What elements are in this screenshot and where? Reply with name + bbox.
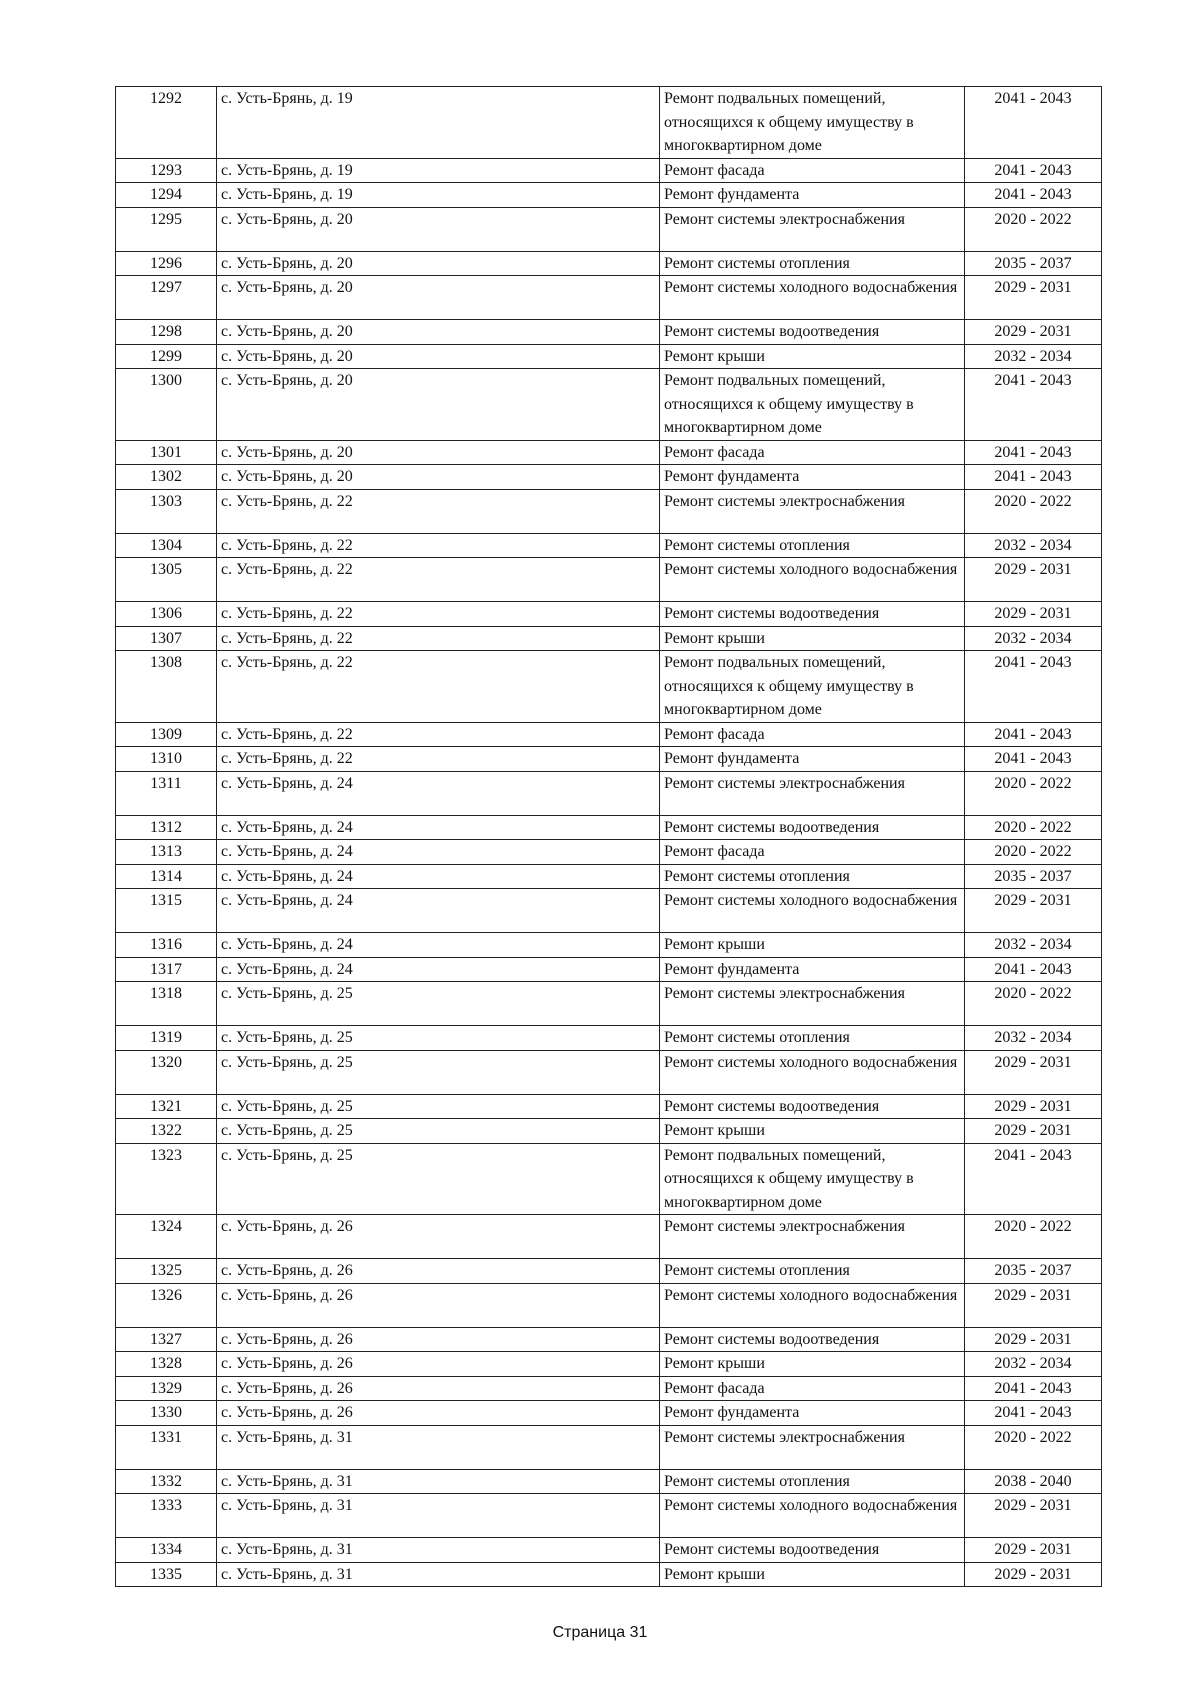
- period-cell: 2029 - 2031: [965, 1327, 1102, 1352]
- address-cell: с. Усть-Брянь, д. 19: [217, 87, 660, 159]
- period-cell: 2029 - 2031: [965, 1494, 1102, 1538]
- address-cell: с. Усть-Брянь, д. 20: [217, 276, 660, 320]
- work-type-cell: Ремонт системы водоотведения: [660, 1538, 965, 1563]
- address-cell: с. Усть-Брянь, д. 24: [217, 771, 660, 815]
- row-number-cell: 1298: [116, 320, 217, 345]
- period-cell: 2038 - 2040: [965, 1469, 1102, 1494]
- row-number-cell: 1315: [116, 889, 217, 933]
- table-row: [116, 747, 1102, 772]
- table-row: [116, 602, 1102, 627]
- table-row: [116, 864, 1102, 889]
- address-cell: с. Усть-Брянь, д. 20: [217, 465, 660, 490]
- work-type-cell: Ремонт фасада: [660, 1376, 965, 1401]
- table-row: [116, 626, 1102, 651]
- address-cell: с. Усть-Брянь, д. 22: [217, 533, 660, 558]
- address-cell: с. Усть-Брянь, д. 20: [217, 320, 660, 345]
- period-cell: 2020 - 2022: [965, 1425, 1102, 1469]
- table-row: [116, 183, 1102, 208]
- period-cell: 2041 - 2043: [965, 158, 1102, 183]
- table-row: [116, 158, 1102, 183]
- row-number-cell: 1308: [116, 651, 217, 723]
- address-cell: с. Усть-Брянь, д. 26: [217, 1352, 660, 1377]
- address-cell: с. Усть-Брянь, д. 22: [217, 722, 660, 747]
- address-cell: с. Усть-Брянь, д. 24: [217, 933, 660, 958]
- address-cell: с. Усть-Брянь, д. 31: [217, 1538, 660, 1563]
- table-row: [116, 207, 1102, 251]
- period-cell: 2041 - 2043: [965, 651, 1102, 723]
- work-type-cell: Ремонт крыши: [660, 933, 965, 958]
- work-type-cell: Ремонт подвальных помещений, относящихся к общему имуществу в многоквартирном доме: [660, 87, 965, 159]
- row-number-cell: 1317: [116, 957, 217, 982]
- work-type-cell: Ремонт подвальных помещений, относящихся к общему имуществу в многоквартирном доме: [660, 651, 965, 723]
- table-row: [116, 1026, 1102, 1051]
- row-number-cell: 1329: [116, 1376, 217, 1401]
- table-row: [116, 1327, 1102, 1352]
- address-cell: с. Усть-Брянь, д. 26: [217, 1327, 660, 1352]
- period-cell: 2032 - 2034: [965, 933, 1102, 958]
- row-number-cell: 1330: [116, 1401, 217, 1426]
- row-number-cell: 1293: [116, 158, 217, 183]
- row-number-cell: 1326: [116, 1283, 217, 1327]
- row-number-cell: 1294: [116, 183, 217, 208]
- table-row: [116, 87, 1102, 159]
- address-cell: с. Усть-Брянь, д. 22: [217, 651, 660, 723]
- address-cell: с. Усть-Брянь, д. 19: [217, 183, 660, 208]
- address-cell: с. Усть-Брянь, д. 25: [217, 1050, 660, 1094]
- row-number-cell: 1297: [116, 276, 217, 320]
- work-type-cell: Ремонт системы холодного водоснабжения: [660, 276, 965, 320]
- period-cell: 2029 - 2031: [965, 320, 1102, 345]
- work-type-cell: Ремонт системы отопления: [660, 1026, 965, 1051]
- period-cell: 2020 - 2022: [965, 207, 1102, 251]
- row-number-cell: 1304: [116, 533, 217, 558]
- row-number-cell: 1300: [116, 369, 217, 441]
- row-number-cell: 1323: [116, 1143, 217, 1215]
- period-cell: 2029 - 2031: [965, 1538, 1102, 1563]
- work-type-cell: Ремонт системы холодного водоснабжения: [660, 889, 965, 933]
- row-number-cell: 1318: [116, 982, 217, 1026]
- work-type-cell: Ремонт подвальных помещений, относящихся к общему имуществу в многоквартирном доме: [660, 369, 965, 441]
- period-cell: 2032 - 2034: [965, 626, 1102, 651]
- period-cell: 2020 - 2022: [965, 815, 1102, 840]
- address-cell: с. Усть-Брянь, д. 20: [217, 251, 660, 276]
- period-cell: 2032 - 2034: [965, 1352, 1102, 1377]
- address-cell: с. Усть-Брянь, д. 20: [217, 369, 660, 441]
- work-type-cell: Ремонт фундамента: [660, 1401, 965, 1426]
- address-cell: с. Усть-Брянь, д. 19: [217, 158, 660, 183]
- work-type-cell: Ремонт системы водоотведения: [660, 602, 965, 627]
- work-type-cell: Ремонт системы отопления: [660, 251, 965, 276]
- work-type-cell: Ремонт системы отопления: [660, 533, 965, 558]
- address-cell: с. Усть-Брянь, д. 31: [217, 1469, 660, 1494]
- period-cell: 2032 - 2034: [965, 344, 1102, 369]
- period-cell: 2029 - 2031: [965, 889, 1102, 933]
- period-cell: 2029 - 2031: [965, 1283, 1102, 1327]
- work-type-cell: Ремонт фасада: [660, 840, 965, 865]
- period-cell: 2041 - 2043: [965, 1143, 1102, 1215]
- table-row: [116, 722, 1102, 747]
- table-row: [116, 533, 1102, 558]
- table-row: [116, 651, 1102, 723]
- work-type-cell: Ремонт системы холодного водоснабжения: [660, 1283, 965, 1327]
- work-type-cell: Ремонт фундамента: [660, 957, 965, 982]
- work-type-cell: Ремонт системы электроснабжения: [660, 489, 965, 533]
- period-cell: 2020 - 2022: [965, 489, 1102, 533]
- row-number-cell: 1333: [116, 1494, 217, 1538]
- table-row: [116, 957, 1102, 982]
- period-cell: 2029 - 2031: [965, 276, 1102, 320]
- period-cell: 2020 - 2022: [965, 771, 1102, 815]
- table-row: [116, 1538, 1102, 1563]
- table-row: [116, 933, 1102, 958]
- address-cell: с. Усть-Брянь, д. 26: [217, 1259, 660, 1284]
- row-number-cell: 1312: [116, 815, 217, 840]
- address-cell: с. Усть-Брянь, д. 22: [217, 558, 660, 602]
- address-cell: с. Усть-Брянь, д. 31: [217, 1425, 660, 1469]
- address-cell: с. Усть-Брянь, д. 20: [217, 440, 660, 465]
- period-cell: 2020 - 2022: [965, 982, 1102, 1026]
- table-row: [116, 1469, 1102, 1494]
- address-cell: с. Усть-Брянь, д. 25: [217, 1094, 660, 1119]
- row-number-cell: 1314: [116, 864, 217, 889]
- table-row: [116, 1352, 1102, 1377]
- period-cell: 2020 - 2022: [965, 840, 1102, 865]
- table-row: [116, 1562, 1102, 1587]
- period-cell: 2032 - 2034: [965, 533, 1102, 558]
- period-cell: 2032 - 2034: [965, 1026, 1102, 1051]
- work-type-cell: Ремонт фундамента: [660, 465, 965, 490]
- period-cell: 2029 - 2031: [965, 1094, 1102, 1119]
- row-number-cell: 1307: [116, 626, 217, 651]
- page-number: Страница 31: [552, 1624, 648, 1641]
- row-number-cell: 1321: [116, 1094, 217, 1119]
- row-number-cell: 1302: [116, 465, 217, 490]
- address-cell: с. Усть-Брянь, д. 26: [217, 1283, 660, 1327]
- work-type-cell: Ремонт системы электроснабжения: [660, 1425, 965, 1469]
- address-cell: с. Усть-Брянь, д. 31: [217, 1494, 660, 1538]
- period-cell: 2029 - 2031: [965, 1562, 1102, 1587]
- period-cell: 2041 - 2043: [965, 440, 1102, 465]
- period-cell: 2029 - 2031: [965, 1050, 1102, 1094]
- table-row: [116, 771, 1102, 815]
- table-row: [116, 982, 1102, 1026]
- table-row: [116, 489, 1102, 533]
- work-type-cell: Ремонт фасада: [660, 158, 965, 183]
- work-type-cell: Ремонт системы электроснабжения: [660, 771, 965, 815]
- work-type-cell: Ремонт системы отопления: [660, 864, 965, 889]
- row-number-cell: 1299: [116, 344, 217, 369]
- address-cell: с. Усть-Брянь, д. 26: [217, 1376, 660, 1401]
- period-cell: 2041 - 2043: [965, 465, 1102, 490]
- address-cell: с. Усть-Брянь, д. 20: [217, 344, 660, 369]
- address-cell: с. Усть-Брянь, д. 24: [217, 957, 660, 982]
- address-cell: с. Усть-Брянь, д. 22: [217, 747, 660, 772]
- row-number-cell: 1322: [116, 1119, 217, 1144]
- work-type-cell: Ремонт системы электроснабжения: [660, 982, 965, 1026]
- row-number-cell: 1310: [116, 747, 217, 772]
- row-number-cell: 1316: [116, 933, 217, 958]
- work-type-cell: Ремонт фасада: [660, 722, 965, 747]
- table-row: [116, 815, 1102, 840]
- table-row: [116, 251, 1102, 276]
- work-type-cell: Ремонт крыши: [660, 1352, 965, 1377]
- address-cell: с. Усть-Брянь, д. 25: [217, 982, 660, 1026]
- work-type-cell: Ремонт подвальных помещений, относящихся к общему имуществу в многоквартирном доме: [660, 1143, 965, 1215]
- row-number-cell: 1331: [116, 1425, 217, 1469]
- work-type-cell: Ремонт системы водоотведения: [660, 1327, 965, 1352]
- period-cell: 2041 - 2043: [965, 87, 1102, 159]
- table-row: [116, 1425, 1102, 1469]
- work-type-cell: Ремонт фасада: [660, 440, 965, 465]
- work-type-cell: Ремонт системы электроснабжения: [660, 1215, 965, 1259]
- table-row: [116, 465, 1102, 490]
- period-cell: 2035 - 2037: [965, 1259, 1102, 1284]
- row-number-cell: 1306: [116, 602, 217, 627]
- table-row: [116, 1401, 1102, 1426]
- table-row: [116, 369, 1102, 441]
- row-number-cell: 1320: [116, 1050, 217, 1094]
- address-cell: с. Усть-Брянь, д. 25: [217, 1143, 660, 1215]
- table-row: [116, 1094, 1102, 1119]
- table-row: [116, 1143, 1102, 1215]
- address-cell: с. Усть-Брянь, д. 22: [217, 489, 660, 533]
- table-row: [116, 1215, 1102, 1259]
- row-number-cell: 1311: [116, 771, 217, 815]
- address-cell: с. Усть-Брянь, д. 24: [217, 864, 660, 889]
- period-cell: 2035 - 2037: [965, 251, 1102, 276]
- period-cell: 2035 - 2037: [965, 864, 1102, 889]
- row-number-cell: 1328: [116, 1352, 217, 1377]
- table-row: [116, 276, 1102, 320]
- address-cell: с. Усть-Брянь, д. 26: [217, 1215, 660, 1259]
- work-type-cell: Ремонт системы водоотведения: [660, 1094, 965, 1119]
- period-cell: 2041 - 2043: [965, 369, 1102, 441]
- period-cell: 2041 - 2043: [965, 957, 1102, 982]
- work-type-cell: Ремонт системы электроснабжения: [660, 207, 965, 251]
- address-cell: с. Усть-Брянь, д. 24: [217, 840, 660, 865]
- address-cell: с. Усть-Брянь, д. 26: [217, 1401, 660, 1426]
- table-row: [116, 1494, 1102, 1538]
- work-type-cell: Ремонт системы холодного водоснабжения: [660, 1494, 965, 1538]
- table-row: [116, 320, 1102, 345]
- work-type-cell: Ремонт системы холодного водоснабжения: [660, 1050, 965, 1094]
- work-type-cell: Ремонт крыши: [660, 626, 965, 651]
- work-type-cell: Ремонт крыши: [660, 1562, 965, 1587]
- row-number-cell: 1319: [116, 1026, 217, 1051]
- table-row: [116, 1259, 1102, 1284]
- period-cell: 2041 - 2043: [965, 747, 1102, 772]
- row-number-cell: 1292: [116, 87, 217, 159]
- work-type-cell: Ремонт фундамента: [660, 183, 965, 208]
- address-cell: с. Усть-Брянь, д. 24: [217, 889, 660, 933]
- table-row: [116, 440, 1102, 465]
- period-cell: 2041 - 2043: [965, 183, 1102, 208]
- period-cell: 2041 - 2043: [965, 1401, 1102, 1426]
- work-type-cell: Ремонт системы отопления: [660, 1469, 965, 1494]
- period-cell: 2041 - 2043: [965, 722, 1102, 747]
- row-number-cell: 1313: [116, 840, 217, 865]
- work-type-cell: Ремонт крыши: [660, 344, 965, 369]
- table-row: [116, 558, 1102, 602]
- work-type-cell: Ремонт системы отопления: [660, 1259, 965, 1284]
- row-number-cell: 1327: [116, 1327, 217, 1352]
- table-body: [116, 87, 1102, 1587]
- period-cell: 2029 - 2031: [965, 1119, 1102, 1144]
- period-cell: 2029 - 2031: [965, 558, 1102, 602]
- address-cell: с. Усть-Брянь, д. 22: [217, 626, 660, 651]
- period-cell: 2029 - 2031: [965, 602, 1102, 627]
- row-number-cell: 1296: [116, 251, 217, 276]
- address-cell: с. Усть-Брянь, д. 24: [217, 815, 660, 840]
- table-row: [116, 1119, 1102, 1144]
- address-cell: с. Усть-Брянь, д. 31: [217, 1562, 660, 1587]
- row-number-cell: 1301: [116, 440, 217, 465]
- table-row: [116, 1376, 1102, 1401]
- work-type-cell: Ремонт системы холодного водоснабжения: [660, 558, 965, 602]
- address-cell: с. Усть-Брянь, д. 22: [217, 602, 660, 627]
- table-row: [116, 1050, 1102, 1094]
- row-number-cell: 1303: [116, 489, 217, 533]
- repair-schedule-table: [115, 86, 1102, 1587]
- row-number-cell: 1332: [116, 1469, 217, 1494]
- row-number-cell: 1295: [116, 207, 217, 251]
- table-row: [116, 840, 1102, 865]
- work-type-cell: Ремонт системы водоотведения: [660, 320, 965, 345]
- row-number-cell: 1305: [116, 558, 217, 602]
- row-number-cell: 1324: [116, 1215, 217, 1259]
- row-number-cell: 1334: [116, 1538, 217, 1563]
- row-number-cell: 1325: [116, 1259, 217, 1284]
- table-row: [116, 344, 1102, 369]
- table-row: [116, 889, 1102, 933]
- address-cell: с. Усть-Брянь, д. 20: [217, 207, 660, 251]
- row-number-cell: 1335: [116, 1562, 217, 1587]
- period-cell: 2020 - 2022: [965, 1215, 1102, 1259]
- table-row: [116, 1283, 1102, 1327]
- address-cell: с. Усть-Брянь, д. 25: [217, 1119, 660, 1144]
- row-number-cell: 1309: [116, 722, 217, 747]
- address-cell: с. Усть-Брянь, д. 25: [217, 1026, 660, 1051]
- period-cell: 2041 - 2043: [965, 1376, 1102, 1401]
- work-type-cell: Ремонт крыши: [660, 1119, 965, 1144]
- work-type-cell: Ремонт системы водоотведения: [660, 815, 965, 840]
- work-type-cell: Ремонт фундамента: [660, 747, 965, 772]
